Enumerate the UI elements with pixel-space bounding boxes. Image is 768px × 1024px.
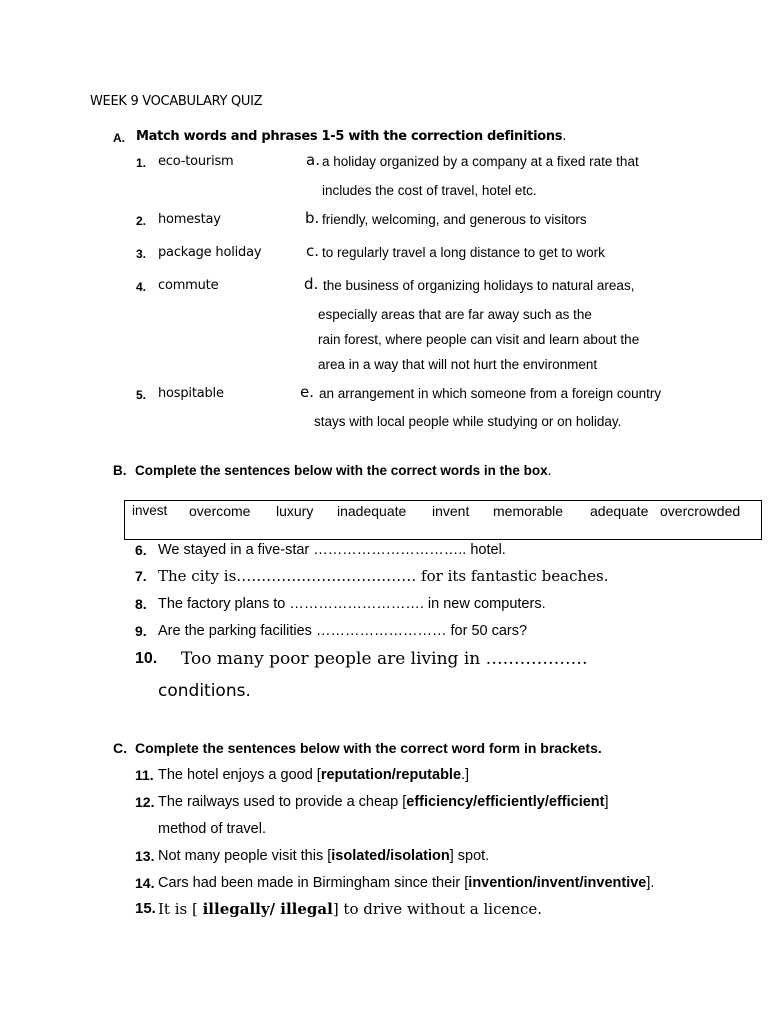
sentence-number: 9.: [135, 623, 147, 639]
sentence-number: 12.: [135, 794, 155, 810]
sentence-text: Cars had been made in Birmingham since their [invention/invent/inventive].: [158, 875, 655, 891]
definition-text: the business of organizing holidays to natural areas,: [323, 278, 635, 293]
definition-text: rain forest, where people can visit and learn about the: [318, 332, 640, 347]
box-word: invest: [132, 503, 168, 518]
sentence-text: The hotel enjoys a good [reputation/reputable.]: [158, 767, 470, 783]
sentence-text: The city is……………………………… for its fantastic beaches.: [158, 567, 609, 585]
sentence-text: Not many people visit this [isolated/isolation] spot.: [158, 848, 490, 864]
quiz-title: WEEK 9 VOCABULARY QUIZ: [90, 94, 263, 109]
definition-text: a holiday organized by a company at a fixed rate that: [322, 154, 639, 169]
definition-text: especially areas that are far away such as the: [318, 307, 592, 322]
sentence-text: The railways used to provide a cheap [efficiency/efficiently/efficient]: [158, 794, 609, 810]
section-a-letter: A.: [113, 131, 125, 145]
item-number: 4.: [136, 280, 147, 294]
sentence-number: 8.: [135, 596, 147, 612]
sentence-continuation: conditions.: [158, 681, 251, 701]
definition-text: an arrangement in which someone from a foreign country: [319, 386, 662, 401]
section-b-instruction: Complete the sentences below with the correct words in the box.: [135, 463, 552, 478]
definition-letter: c.: [306, 242, 320, 260]
box-word: invent: [432, 503, 470, 519]
item-word: hospitable: [158, 386, 224, 401]
sentence-number: 11.: [135, 767, 154, 783]
sentence-number: 13.: [135, 848, 155, 864]
sentence-number: 15.: [135, 900, 156, 917]
definition-text: friendly, welcoming, and generous to visitors: [322, 212, 587, 227]
definition-text: area in a way that will not hurt the environment: [318, 357, 598, 372]
box-word: adequate: [590, 503, 649, 519]
section-c-letter: C.: [113, 740, 127, 756]
box-word: inadequate: [337, 503, 407, 519]
item-number: 5.: [136, 388, 147, 402]
definition-letter: e.: [300, 383, 314, 401]
definition-text: stays with local people while studying or on holiday.: [314, 414, 622, 429]
item-word: homestay: [158, 212, 221, 227]
item-word: commute: [158, 278, 219, 293]
box-word: overcome: [189, 503, 251, 519]
box-word: overcrowded: [660, 503, 741, 519]
definition-letter: a.: [306, 151, 320, 169]
item-number: 2.: [136, 214, 147, 228]
item-word: package holiday: [158, 245, 262, 260]
definition-text: includes the cost of travel, hotel etc.: [322, 183, 537, 198]
item-number: 3.: [136, 247, 147, 261]
box-word: memorable: [493, 503, 564, 519]
sentence-text: Are the parking facilities ……………………… for 50 cars?: [158, 623, 528, 639]
definition-text: to regularly travel a long distance to get to work: [322, 245, 605, 260]
box-word: luxury: [276, 503, 314, 519]
section-b-letter: B.: [113, 463, 127, 478]
sentence-number: 7.: [135, 568, 147, 584]
sentence-continuation: method of travel.: [158, 821, 266, 837]
item-number: 1.: [136, 156, 147, 170]
sentence-text: It is [ illegally/ illegal] to drive without a licence.: [158, 900, 543, 918]
section-a-instruction: Match words and phrases 1-5 with the correction definitions.: [136, 129, 567, 144]
sentence-number: 14.: [135, 875, 155, 891]
sentence-number: 6.: [135, 542, 147, 558]
item-word: eco-tourism: [158, 154, 234, 169]
sentence-text: We stayed in a five-star ………………………….. hotel.: [158, 542, 506, 558]
section-c-instruction: Complete the sentences below with the correct word form in brackets.: [135, 740, 602, 756]
sentence-text: The factory plans to ………………………. in new computers.: [158, 596, 546, 612]
sentence-number: 10.: [135, 650, 158, 667]
definition-letter: b.: [305, 209, 320, 227]
sentence-text: Too many poor people are living in ………………: [181, 649, 588, 669]
definition-letter: d.: [304, 275, 319, 293]
